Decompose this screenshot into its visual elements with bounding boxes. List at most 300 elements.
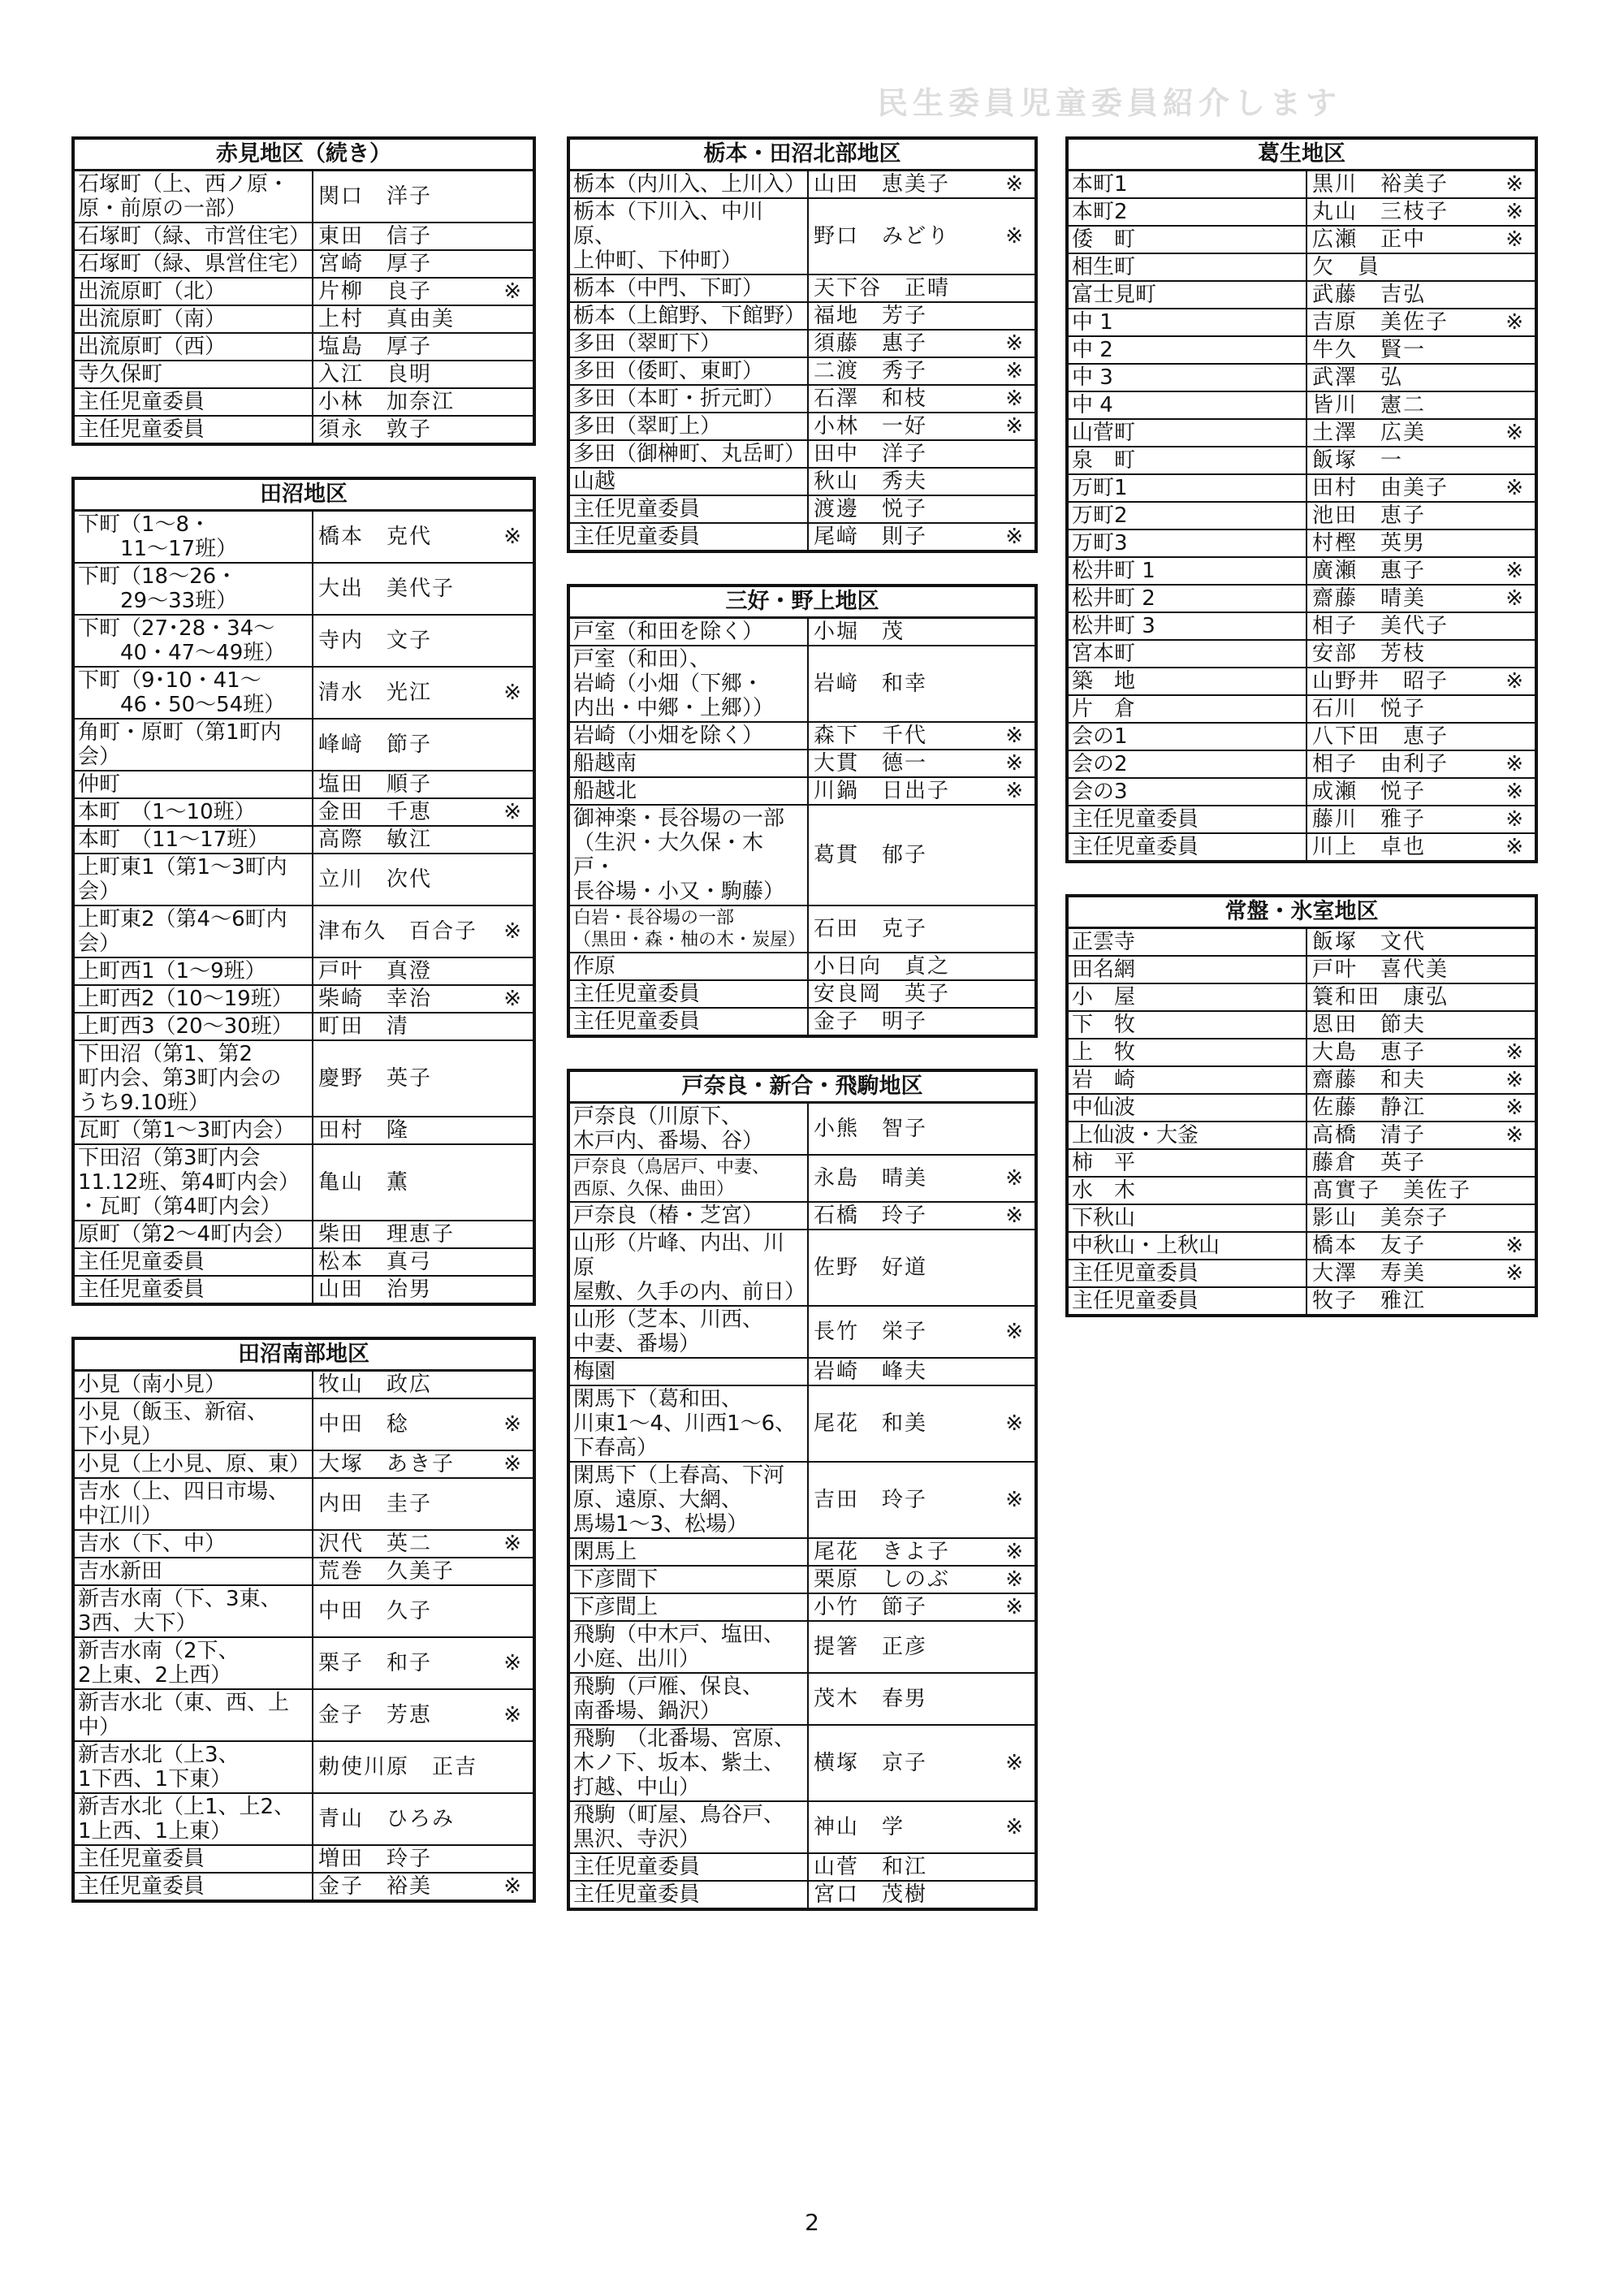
area-cell: [75, 279, 313, 305]
chief-mark: ※: [1505, 807, 1523, 832]
area-cell: [570, 524, 809, 550]
area-cell: [570, 778, 809, 804]
area-cell: [75, 1846, 313, 1872]
area-text: 主任児童委員: [78, 1874, 205, 1899]
district-table: [71, 136, 536, 446]
column-left: [71, 136, 536, 1934]
page-number: 2: [805, 2209, 819, 2236]
area-cell: [75, 361, 313, 387]
chief-mark: ※: [1505, 835, 1523, 859]
table-row: [1069, 282, 1535, 309]
area-cell: [75, 1399, 313, 1450]
chief-mark: ※: [503, 1412, 521, 1437]
area-cell: [570, 906, 809, 952]
area-text: 下田沼（第3町内会 11.12班、第4町内会） ・瓦町（第4町内会）: [78, 1146, 300, 1219]
chief-mark: ※: [1505, 421, 1523, 445]
table-row: [570, 1359, 1034, 1386]
table-row: [570, 981, 1034, 1009]
area-cell: [75, 986, 313, 1012]
table-row: [570, 1386, 1034, 1463]
chief-mark: ※: [503, 279, 521, 304]
area-text: 角町・原町（第1町内会）: [78, 720, 282, 769]
person-name: 川鍋 日出子: [814, 779, 951, 803]
area-text: 仲町: [78, 772, 121, 797]
person-cell: [313, 1221, 533, 1247]
area-cell: [1069, 171, 1307, 197]
person-name: 神山 学: [814, 1815, 905, 1839]
area-cell: [1069, 530, 1307, 556]
area-text: 上町西2（10～19班）: [78, 987, 293, 1011]
area-text: 新吉水北（上1、上2、 1上西、1上東）: [78, 1795, 296, 1843]
area-cell: [570, 1539, 809, 1565]
area-cell: [75, 854, 313, 905]
area-text: 主任児童委員: [78, 1847, 205, 1871]
person-name: 増田 玲子: [318, 1847, 433, 1871]
chief-mark: ※: [1505, 752, 1523, 776]
area-text: 主任児童委員: [78, 1277, 205, 1302]
area-cell: [75, 1794, 313, 1844]
area-cell: [75, 1249, 313, 1275]
table-row: [1069, 447, 1535, 475]
area-cell: [1069, 1067, 1307, 1093]
table-row: [75, 906, 533, 958]
person-cell: [809, 1674, 1034, 1724]
area-text: 作原: [573, 954, 616, 979]
area-text: 吉水（上、四日市場、 中江川）: [78, 1480, 290, 1528]
area-cell: [1069, 724, 1307, 750]
area-cell: [75, 827, 313, 853]
table-row: [570, 413, 1034, 441]
person-name: 大出 美代子: [318, 577, 456, 601]
area-text: 御神楽・長谷場の一部 （生沢・大久保・木戸・ 長谷場・小又・駒藤）: [573, 806, 785, 904]
person-name: 小日向 貞之: [814, 954, 951, 979]
district-title: 田沼地区: [75, 480, 533, 512]
area-cell: [75, 1586, 313, 1636]
area-text: 飛駒（中木戸、塩田、 小庭、出川）: [573, 1623, 785, 1671]
person-name: 大塚 あき子: [318, 1452, 456, 1476]
area-cell: [570, 806, 809, 905]
person-cell: [809, 619, 1034, 645]
table-row: [75, 417, 533, 443]
area-cell: [75, 564, 313, 614]
table-row: [1069, 613, 1535, 641]
person-name: 提箸 正彦: [814, 1635, 928, 1659]
district-table: [567, 136, 1038, 553]
area-cell: [1069, 558, 1307, 584]
person-name: 八下田 恵子: [1312, 724, 1449, 749]
person-cell: [809, 1882, 1034, 1908]
area-text: 本町2: [1072, 200, 1128, 224]
table-row: [570, 1104, 1034, 1156]
person-name: 相子 美代子: [1312, 614, 1449, 638]
chief-mark: ※: [1005, 1411, 1023, 1436]
person-cell: [1307, 957, 1535, 983]
person-cell: [1307, 696, 1535, 722]
chief-mark: ※: [1005, 1540, 1023, 1564]
person-cell: [313, 564, 533, 614]
table-row: [75, 1794, 533, 1846]
person-name: 山野井 昭子: [1312, 669, 1449, 694]
table-row: [75, 334, 533, 361]
chief-mark: ※: [1005, 387, 1023, 411]
person-cell: [1307, 227, 1535, 253]
table-row: [75, 512, 533, 564]
area-text: 主任児童委員: [78, 417, 205, 442]
person-name: 柴崎 幸治: [318, 987, 433, 1011]
area-text: 本町 （11～17班）: [78, 828, 270, 852]
table-row: [1069, 558, 1535, 586]
table-row: [1069, 337, 1535, 365]
person-cell: [313, 334, 533, 360]
person-name: 吉原 美佐子: [1312, 310, 1449, 335]
person-name: 小堀 茂: [814, 620, 905, 644]
chief-mark: ※: [1505, 1123, 1523, 1148]
area-cell: [570, 1156, 809, 1201]
person-cell: [1307, 984, 1535, 1010]
area-text: 主任児童委員: [573, 1855, 701, 1879]
area-text: 小 屋: [1072, 985, 1136, 1009]
person-name: 尾花 和美: [814, 1411, 928, 1436]
person-cell: [809, 1802, 1034, 1852]
person-name: 牧山 政広: [318, 1372, 433, 1397]
area-text: 下町（18～26・ 29～33班）: [78, 564, 238, 613]
person-cell: [313, 389, 533, 415]
person-name: 中田 久子: [318, 1599, 433, 1623]
table-row: [570, 171, 1034, 199]
chief-mark: ※: [1005, 1320, 1023, 1344]
area-text: 中秋山・上秋山: [1072, 1234, 1220, 1258]
area-text: 上仙波・大釜: [1072, 1123, 1199, 1148]
person-name: 齋藤 晴美: [1312, 586, 1427, 611]
person-name: 橋本 友子: [1312, 1234, 1427, 1258]
person-cell: [809, 441, 1034, 467]
table-row: [570, 1307, 1034, 1359]
page-header-faint: 民生委員児童委員紹介します: [877, 85, 1342, 121]
person-name: 金子 明子: [814, 1009, 928, 1034]
area-cell: [75, 668, 313, 718]
table-row: [75, 1014, 533, 1041]
chief-mark: ※: [503, 1703, 521, 1727]
area-text: 中仙波: [1072, 1096, 1136, 1120]
area-cell: [570, 1359, 809, 1385]
area-cell: [75, 1372, 313, 1398]
person-cell: [313, 1399, 533, 1450]
chief-mark: ※: [503, 919, 521, 944]
area-text: 吉水新田: [78, 1559, 163, 1584]
chief-mark: ※: [1505, 1261, 1523, 1286]
person-cell: [1307, 475, 1535, 501]
person-name: 清水 光江: [318, 681, 433, 705]
table-row: [75, 1145, 533, 1221]
person-cell: [809, 496, 1034, 522]
person-cell: [1307, 586, 1535, 612]
area-text: 倭 町: [1072, 227, 1136, 252]
area-cell: [75, 616, 313, 666]
area-cell: [75, 512, 313, 562]
table-row: [75, 720, 533, 771]
chief-mark: ※: [1505, 310, 1523, 335]
area-text: 主任児童委員: [78, 1250, 205, 1274]
area-text: 本町1: [1072, 172, 1128, 197]
person-name: 牧子 雅江: [1312, 1289, 1427, 1313]
person-name: 丸山 三枝子: [1312, 200, 1449, 224]
person-name: 天下谷 正晴: [814, 276, 951, 300]
area-cell: [75, 1451, 313, 1477]
table-row: [1069, 586, 1535, 613]
person-cell: [1307, 1067, 1535, 1093]
area-text: 会の2: [1072, 752, 1128, 776]
person-name: 恩田 節夫: [1312, 1013, 1427, 1037]
area-cell: [570, 1386, 809, 1461]
table-row: [570, 806, 1034, 906]
table-row: [75, 389, 533, 417]
person-name: 大澤 寿美: [1312, 1261, 1427, 1286]
table-row: [75, 171, 533, 223]
area-cell: [75, 223, 313, 249]
person-cell: [809, 1594, 1034, 1620]
person-cell: [313, 1846, 533, 1872]
area-cell: [75, 417, 313, 443]
table-row: [75, 771, 533, 799]
area-cell: [570, 1567, 809, 1593]
person-cell: [809, 906, 1034, 952]
chief-mark: ※: [1005, 1567, 1023, 1592]
area-text: 万町1: [1072, 476, 1128, 500]
area-text: 多田（倭町、東町）: [573, 359, 764, 383]
person-name: 石橋 玲子: [814, 1204, 928, 1228]
area-text: 主任児童委員: [573, 1009, 701, 1034]
column-middle: [567, 136, 1038, 1942]
area-text: 下秋山: [1072, 1206, 1136, 1230]
district-title: 戸奈良・新合・飛駒地区: [570, 1072, 1034, 1104]
person-name: 宮口 茂樹: [814, 1882, 928, 1907]
person-name: 佐野 好道: [814, 1256, 928, 1280]
area-cell: [1069, 668, 1307, 694]
person-cell: [313, 1874, 533, 1900]
chief-mark: ※: [1005, 331, 1023, 356]
chief-mark: ※: [1005, 224, 1023, 249]
person-name: 福地 芳子: [814, 304, 928, 328]
area-text: 小見（南小見）: [78, 1372, 227, 1397]
table-row: [1069, 779, 1535, 806]
person-cell: [313, 668, 533, 718]
area-cell: [75, 958, 313, 984]
chief-mark: ※: [1005, 172, 1023, 197]
person-name: 橋本 克代: [318, 525, 433, 549]
area-cell: [1069, 1095, 1307, 1121]
person-name: 石田 克子: [814, 917, 928, 941]
person-cell: [1307, 751, 1535, 777]
person-cell: [809, 358, 1034, 384]
chief-mark: ※: [503, 681, 521, 705]
area-cell: [570, 496, 809, 522]
person-cell: [809, 275, 1034, 301]
district-table: [1065, 894, 1538, 1317]
area-text: 出流原町（北）: [78, 279, 227, 304]
area-text: 多田（御榊町、丸岳町）: [573, 442, 806, 466]
chief-mark: ※: [1505, 1096, 1523, 1120]
area-text: 上町東2（第4～6町内会）: [78, 907, 287, 956]
table-row: [570, 1156, 1034, 1203]
area-cell: [570, 953, 809, 979]
table-row: [570, 619, 1034, 646]
person-name: 荒巻 久美子: [318, 1559, 456, 1584]
area-text: 寺久保町: [78, 362, 163, 387]
area-text: 主任児童委員: [1072, 1289, 1199, 1313]
area-cell: [570, 441, 809, 467]
table-row: [75, 1479, 533, 1531]
person-name: 須藤 惠子: [814, 331, 928, 356]
area-text: 戸室（和田を除く）: [573, 620, 764, 644]
person-name: 高際 敏江: [318, 828, 433, 852]
person-name: 田中 洋子: [814, 442, 928, 466]
table-row: [75, 1531, 533, 1558]
table-row: [570, 331, 1034, 358]
table-row: [75, 251, 533, 279]
area-text: 戸奈良（椿・芝宮）: [573, 1204, 764, 1228]
chief-mark: ※: [1005, 359, 1023, 383]
area-cell: [1069, 751, 1307, 777]
area-text: 新吉水北（上3、 1下西、1下東）: [78, 1743, 240, 1791]
table-row: [570, 441, 1034, 469]
district-title: 葛生地区: [1069, 140, 1535, 171]
table-row: [75, 1221, 533, 1249]
area-cell: [1069, 929, 1307, 955]
area-cell: [75, 389, 313, 415]
area-cell: [570, 358, 809, 384]
area-cell: [75, 1874, 313, 1900]
area-text: 中 1: [1072, 310, 1113, 335]
person-name: 野口 みどり: [814, 224, 951, 249]
area-cell: [75, 306, 313, 332]
area-cell: [1069, 586, 1307, 612]
table-row: [1069, 1150, 1535, 1178]
table-row: [75, 1558, 533, 1586]
chief-mark: ※: [503, 525, 521, 549]
person-name: 慶野 英子: [318, 1066, 433, 1091]
person-cell: [313, 1014, 533, 1039]
area-text: 飛駒 （北番場、宮原、 木ノ下、坂本、紫土、 打越、中山）: [573, 1727, 796, 1800]
person-cell: [1307, 1233, 1535, 1259]
person-cell: [1307, 530, 1535, 556]
area-text: 山菅町: [1072, 421, 1136, 445]
area-cell: [1069, 1012, 1307, 1038]
area-cell: [1069, 365, 1307, 391]
area-text: 上町西3（20～30班）: [78, 1014, 293, 1039]
area-cell: [1069, 309, 1307, 335]
person-cell: [313, 616, 533, 666]
person-name: 山田 恵美子: [814, 172, 951, 197]
area-text: 上町東1（第1～3町内会）: [78, 855, 287, 904]
district-title: 常盤・氷室地区: [1069, 897, 1535, 929]
area-text: 吉水（下、中）: [78, 1532, 227, 1556]
table-row: [75, 827, 533, 854]
table-row: [1069, 1178, 1535, 1205]
area-text: 松井町 3: [1072, 614, 1155, 638]
person-cell: [809, 646, 1034, 721]
table-row: [570, 778, 1034, 806]
area-cell: [75, 1742, 313, 1792]
area-text: 主任児童委員: [78, 390, 205, 414]
person-name: 中田 稔: [318, 1412, 410, 1437]
area-cell: [1069, 503, 1307, 529]
area-text: 主任児童委員: [573, 525, 701, 549]
table-row: [570, 1594, 1034, 1622]
table-row: [1069, 1288, 1535, 1314]
table-row: [570, 1674, 1034, 1726]
table-row: [1069, 724, 1535, 751]
area-cell: [570, 1104, 809, 1154]
person-cell: [1307, 365, 1535, 391]
person-cell: [1307, 834, 1535, 860]
area-text: 小見（飯玉、新宿、 下小見）: [78, 1400, 269, 1449]
area-text: 中 3: [1072, 365, 1113, 390]
person-cell: [1307, 641, 1535, 667]
chief-mark: ※: [1005, 1488, 1023, 1512]
person-name: 内田 圭子: [318, 1492, 433, 1516]
person-name: 亀山 薫: [318, 1170, 410, 1195]
table-row: [570, 275, 1034, 303]
person-cell: [313, 417, 533, 443]
chief-mark: ※: [503, 1874, 521, 1899]
person-cell: [809, 981, 1034, 1007]
person-name: 安部 芳枝: [1312, 642, 1427, 666]
area-text: 主任児童委員: [573, 1882, 701, 1907]
person-cell: [809, 1463, 1034, 1537]
person-name: 小林 一好: [814, 414, 928, 439]
area-text: 築 地: [1072, 669, 1136, 694]
area-cell: [75, 1221, 313, 1247]
person-name: 皆川 憲二: [1312, 393, 1427, 417]
table-row: [1069, 365, 1535, 392]
table-row: [1069, 641, 1535, 668]
table-row: [75, 1846, 533, 1874]
area-cell: [1069, 1122, 1307, 1148]
table-row: [570, 1230, 1034, 1307]
area-cell: [75, 1479, 313, 1529]
person-name: 宮崎 厚子: [318, 252, 433, 276]
area-text: 閑馬下（上春高、下河 原、遠原、大網、 馬場1～3、松場）: [573, 1463, 785, 1536]
person-name: 武澤 弘: [1312, 365, 1404, 390]
person-name: 町田 清: [318, 1014, 410, 1039]
area-cell: [1069, 392, 1307, 418]
area-text: 主任児童委員: [573, 982, 701, 1006]
person-name: 塩島 厚子: [318, 335, 433, 359]
person-name: 武藤 吉弘: [1312, 283, 1427, 307]
person-name: 栗子 和子: [318, 1651, 433, 1675]
table-row: [1069, 1205, 1535, 1233]
area-cell: [1069, 447, 1307, 473]
table-row: [1069, 751, 1535, 779]
person-cell: [313, 1558, 533, 1584]
area-text: 松井町 1: [1072, 559, 1155, 583]
table-row: [1069, 1233, 1535, 1260]
area-cell: [75, 906, 313, 957]
person-name: 安良岡 英子: [814, 982, 951, 1006]
table-row: [570, 646, 1034, 723]
area-text: 主任児童委員: [573, 497, 701, 521]
person-cell: [313, 1277, 533, 1303]
person-name: 尾花 きよ子: [814, 1540, 951, 1564]
table-row: [570, 469, 1034, 496]
table-row: [570, 1009, 1034, 1035]
person-cell: [809, 1230, 1034, 1305]
person-name: 小林 加奈江: [318, 390, 456, 414]
area-text: 船越南: [573, 751, 637, 776]
table-row: [1069, 530, 1535, 558]
table-row: [1069, 392, 1535, 420]
area-text: 田名網: [1072, 957, 1136, 982]
